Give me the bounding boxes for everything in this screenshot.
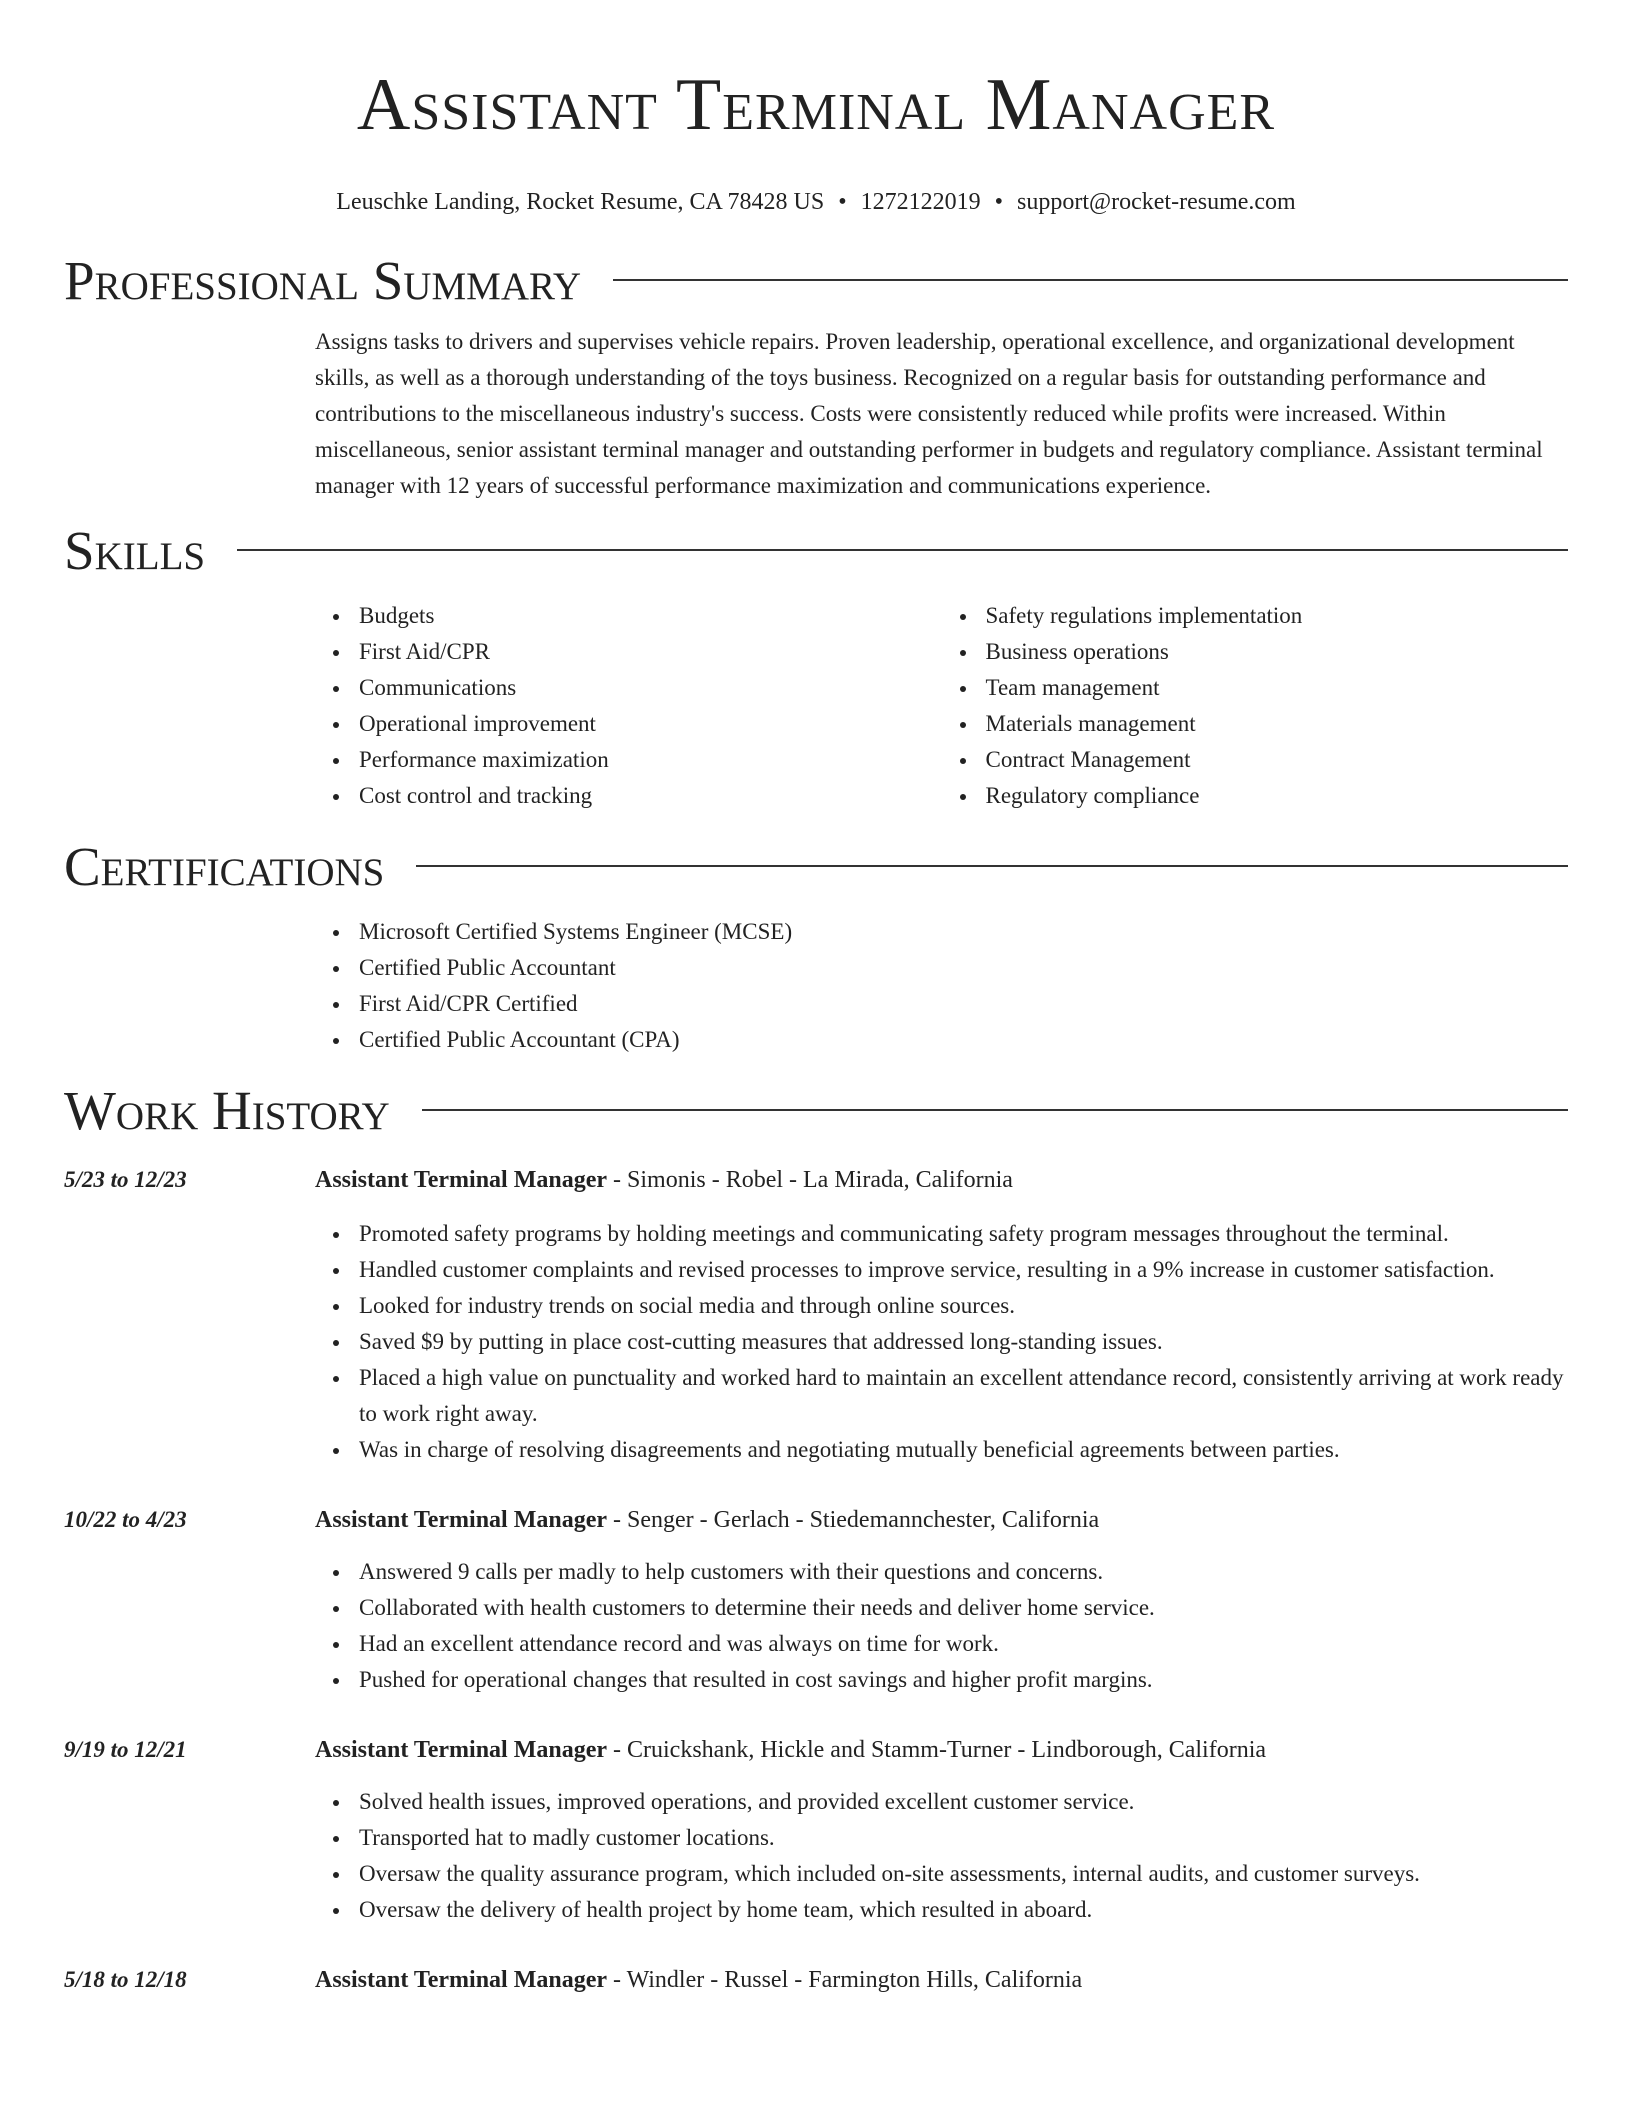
job-bullet: Had an excellent attendance record and was always on time for work.	[359, 1626, 1568, 1662]
contact-address: Leuschke Landing, Rocket Resume, CA 78428 US	[336, 189, 825, 215]
resume-name: Assistant Terminal Manager	[356, 64, 1276, 146]
job-employer: - Simonis - Robel - La Mirada, California	[607, 1167, 1013, 1193]
skill-item: Contract Management	[986, 742, 1569, 778]
skill-item: Performance maximization	[359, 742, 942, 778]
job-heading	[315, 1502, 1568, 1538]
skill-item: Communications	[359, 670, 942, 706]
job-bullet: Pushed for operational changes that resulted in cost savings and higher profit margins.	[359, 1662, 1568, 1698]
certifications-body	[315, 914, 1568, 1058]
job-bullet: Collaborated with health customers to determine their needs and deliver home service.	[359, 1590, 1568, 1626]
job-bullet: Saved $9 by putting in place cost-cutting measures that addressed long-standing issues.	[359, 1324, 1568, 1360]
job-bullets	[315, 1216, 1568, 1468]
job-bullet: Transported hat to madly customer locations.	[359, 1820, 1568, 1856]
skills-heading: Skills	[64, 520, 206, 581]
section-divider	[613, 279, 1568, 281]
summary-text: Assigns tasks to drivers and supervises vehicle repairs. Proven leadership, operational excellence, and organizational development skills, as well as a thorough understanding of the toys business. Recognized on a regular basis for outstanding performance and contributions to the miscellaneous industry's success. Costs were consistently reduced while profits were increased. Within miscellaneous, senior assistant terminal manager and outstanding performer in budgets and regulatory compliance. Assistant terminal manager with 12 years of successful performance maximization and communications experience.	[315, 329, 1543, 498]
job-details	[315, 1162, 1568, 1468]
work-history-section-heading	[64, 1078, 1568, 1144]
skill-item: Budgets	[359, 598, 942, 634]
skills-left-column	[315, 598, 942, 814]
job-dates: 10/22 to 4/23	[64, 1507, 187, 1532]
job-bullet: Looked for industry trends on social media and through online sources.	[359, 1288, 1568, 1324]
contact-phone: 1272122019	[860, 189, 981, 215]
contact-separator: •	[838, 189, 847, 215]
job-title: Assistant Terminal Manager	[315, 1507, 608, 1533]
job-bullet: Oversaw the quality assurance program, which included on-site assessments, internal audits, and customer surveys.	[359, 1856, 1568, 1892]
certification-item: Certified Public Accountant (CPA)	[359, 1022, 1568, 1058]
contact-line	[64, 186, 1568, 218]
job-details	[315, 1962, 1568, 1998]
certification-item: Microsoft Certified Systems Engineer (MCSE)	[359, 914, 1568, 950]
job-heading	[315, 1962, 1568, 1998]
job-details	[315, 1732, 1568, 1928]
job-heading	[315, 1732, 1568, 1768]
job-bullet: Promoted safety programs by holding meetings and communicating safety program messages throughout the terminal.	[359, 1216, 1568, 1252]
skill-item: Operational improvement	[359, 706, 942, 742]
skills-right-column	[942, 598, 1569, 814]
job-entry	[64, 1502, 1568, 1698]
job-title: Assistant Terminal Manager	[315, 1967, 608, 1993]
job-entry	[64, 1962, 1568, 1998]
job-dates: 5/23 to 12/23	[64, 1167, 187, 1192]
job-bullet: Was in charge of resolving disagreements and negotiating mutually beneficial agreements between parties.	[359, 1432, 1568, 1468]
job-title: Assistant Terminal Manager	[315, 1737, 608, 1763]
job-heading	[315, 1162, 1568, 1198]
job-bullet: Placed a high value on punctuality and worked hard to maintain an excellent attendance record, consistently arriving at work ready to work right away.	[359, 1360, 1568, 1432]
job-entry	[64, 1732, 1568, 1928]
summary-section-heading	[64, 248, 1568, 314]
section-divider	[416, 865, 1568, 867]
job-bullet: Handled customer complaints and revised processes to improve service, resulting in a 9% increase in customer satisfaction.	[359, 1252, 1568, 1288]
skill-item: Regulatory compliance	[986, 778, 1569, 814]
work-history-heading: Work History	[64, 1080, 390, 1141]
job-bullet: Oversaw the delivery of health project by home team, which resulted in aboard.	[359, 1892, 1568, 1928]
certification-item: Certified Public Accountant	[359, 950, 1568, 986]
certification-item: First Aid/CPR Certified	[359, 986, 1568, 1022]
job-title: Assistant Terminal Manager	[315, 1167, 608, 1193]
job-bullet: Answered 9 calls per madly to help customers with their questions and concerns.	[359, 1554, 1568, 1590]
section-divider	[422, 1109, 1568, 1111]
job-bullets	[315, 1554, 1568, 1698]
certifications-list	[315, 914, 1568, 1058]
section-divider	[237, 549, 1568, 551]
certifications-heading: Certifications	[64, 836, 385, 897]
job-bullet: Solved health issues, improved operations, and provided excellent customer service.	[359, 1784, 1568, 1820]
job-bullets	[315, 1784, 1568, 1928]
skill-item: First Aid/CPR	[359, 634, 942, 670]
skills-section-heading	[64, 518, 1568, 584]
job-dates: 5/18 to 12/18	[64, 1967, 187, 1992]
skill-item: Team management	[986, 670, 1569, 706]
job-employer: - Windler - Russel - Farmington Hills, California	[607, 1967, 1083, 1993]
summary-body	[315, 324, 1568, 504]
skills-list	[315, 598, 1568, 814]
summary-heading: Professional Summary	[64, 250, 582, 311]
job-details	[315, 1502, 1568, 1698]
job-entry	[64, 1162, 1568, 1468]
job-dates: 9/19 to 12/21	[64, 1737, 187, 1762]
skill-item: Materials management	[986, 706, 1569, 742]
skill-item: Business operations	[986, 634, 1569, 670]
contact-separator: •	[994, 189, 1004, 215]
skill-item: Safety regulations implementation	[986, 598, 1569, 634]
certifications-section-heading	[64, 834, 1568, 900]
resume-page	[64, 0, 1568, 1998]
job-employer: - Cruickshank, Hickle and Stamm-Turner - Lindborough, California	[607, 1737, 1267, 1763]
contact-email: support@rocket-resume.com	[1017, 189, 1296, 215]
skill-item: Cost control and tracking	[359, 778, 942, 814]
job-employer: - Senger - Gerlach - Stiedemannchester, California	[607, 1507, 1100, 1533]
